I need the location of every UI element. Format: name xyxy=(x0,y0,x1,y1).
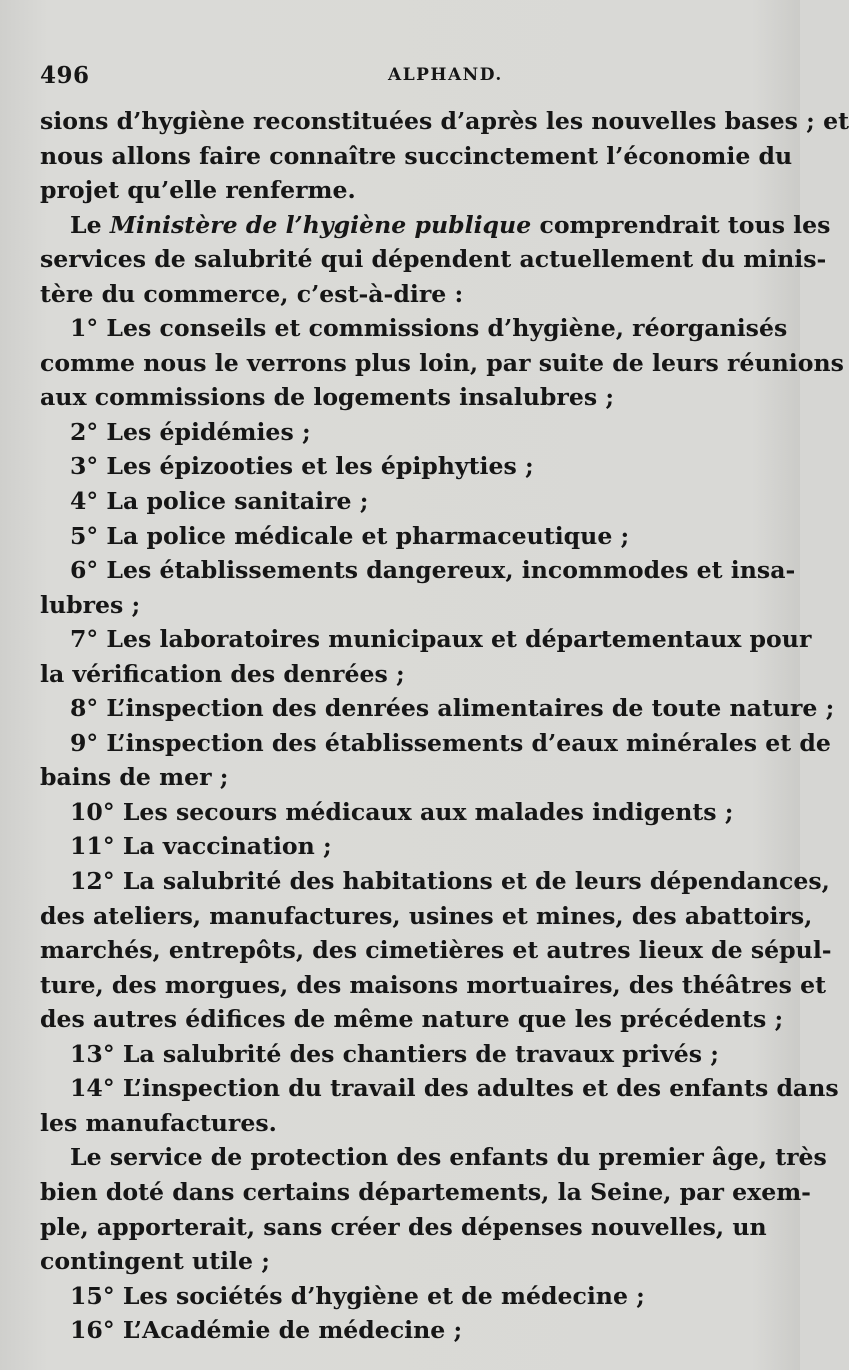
text-line: bains de mer ; xyxy=(40,763,229,792)
text-line: 15° Les sociétés d’hygiène et de médecine ; xyxy=(70,1281,645,1310)
page-header xyxy=(40,62,760,96)
text-line: 6° Les établissements dangereux, incommodes et insa- xyxy=(70,556,796,585)
text-line: 14° L’inspection du travail des adultes et des enfants dans xyxy=(70,1074,839,1103)
text-line: 5° La police médicale et pharmaceutique ; xyxy=(70,521,630,550)
text-line: 1° Les conseils et commissions d’hygiène, réorganisés xyxy=(70,314,788,343)
text-line: tère du commerce, c’est-à-dire : xyxy=(40,279,464,308)
text-line: nous allons faire connaître succinctement l’économie du xyxy=(40,141,793,170)
text-line: 9° L’inspection des établissements d’eaux minérales et de xyxy=(70,728,831,757)
text-line: bien doté dans certains départements, la Seine, par exem- xyxy=(40,1177,811,1206)
text-line: 16° L’Académie de médecine ; xyxy=(70,1316,463,1345)
text-line: des ateliers, manufactures, usines et mines, des abattoirs, xyxy=(40,901,813,930)
text-line: marchés, entrepôts, des cimetières et autres lieux de sépul- xyxy=(40,936,832,965)
text-line: projet qu’elle renferme. xyxy=(40,176,356,205)
text-line xyxy=(40,208,831,243)
text-line: lubres ; xyxy=(40,590,141,619)
text-line: contingent utile ; xyxy=(40,1247,270,1276)
page-number: 496 xyxy=(40,62,90,89)
text-line: 3° Les épizooties et les épiphyties ; xyxy=(70,452,534,481)
italic-term: Ministère de l’hygiène publique xyxy=(109,210,532,239)
text-line: aux commissions de logements insalubres ; xyxy=(40,383,615,412)
text-line: des autres édifices de même nature que les précédents ; xyxy=(40,1005,784,1034)
body-text xyxy=(40,104,849,1348)
text-line: ple, apporterait, sans créer des dépenses nouvelles, un xyxy=(40,1212,767,1241)
text-line: services de salubrité qui dépendent actuellement du minis- xyxy=(40,245,827,274)
text-line: sions d’hygiène reconstituées d’après les nouvelles bases ; et xyxy=(40,107,849,135)
text-line: 4° La police sanitaire ; xyxy=(70,487,369,516)
text-line: 10° Les secours médicaux aux malades indigents ; xyxy=(70,797,734,826)
text-line: 7° Les laboratoires municipaux et départementaux pour xyxy=(70,625,812,654)
text-line: les manufactures. xyxy=(40,1108,277,1137)
text-line: 13° La salubrité des chantiers de travaux privés ; xyxy=(70,1039,719,1068)
text-line: 2° Les épidémies ; xyxy=(70,417,311,446)
text-line: 11° La vaccination ; xyxy=(70,832,332,861)
running-head: ALPHAND. xyxy=(388,65,503,85)
text-run: comprendrait tous les xyxy=(531,210,831,239)
text-line: ture, des morgues, des maisons mortuaires, des théâtres et xyxy=(40,970,827,999)
text-line: la vérification des denrées ; xyxy=(40,659,405,688)
text-line: 12° La salubrité des habitations et de leurs dépendances, xyxy=(70,867,830,896)
text-line: comme nous le verrons plus loin, par suite de leurs réunions xyxy=(40,348,844,377)
text-line: 8° L’inspection des denrées alimentaires de toute nature ; xyxy=(70,694,835,723)
text-line: Le service de protection des enfants du premier âge, très xyxy=(70,1143,827,1172)
text-run: Le xyxy=(70,210,110,239)
